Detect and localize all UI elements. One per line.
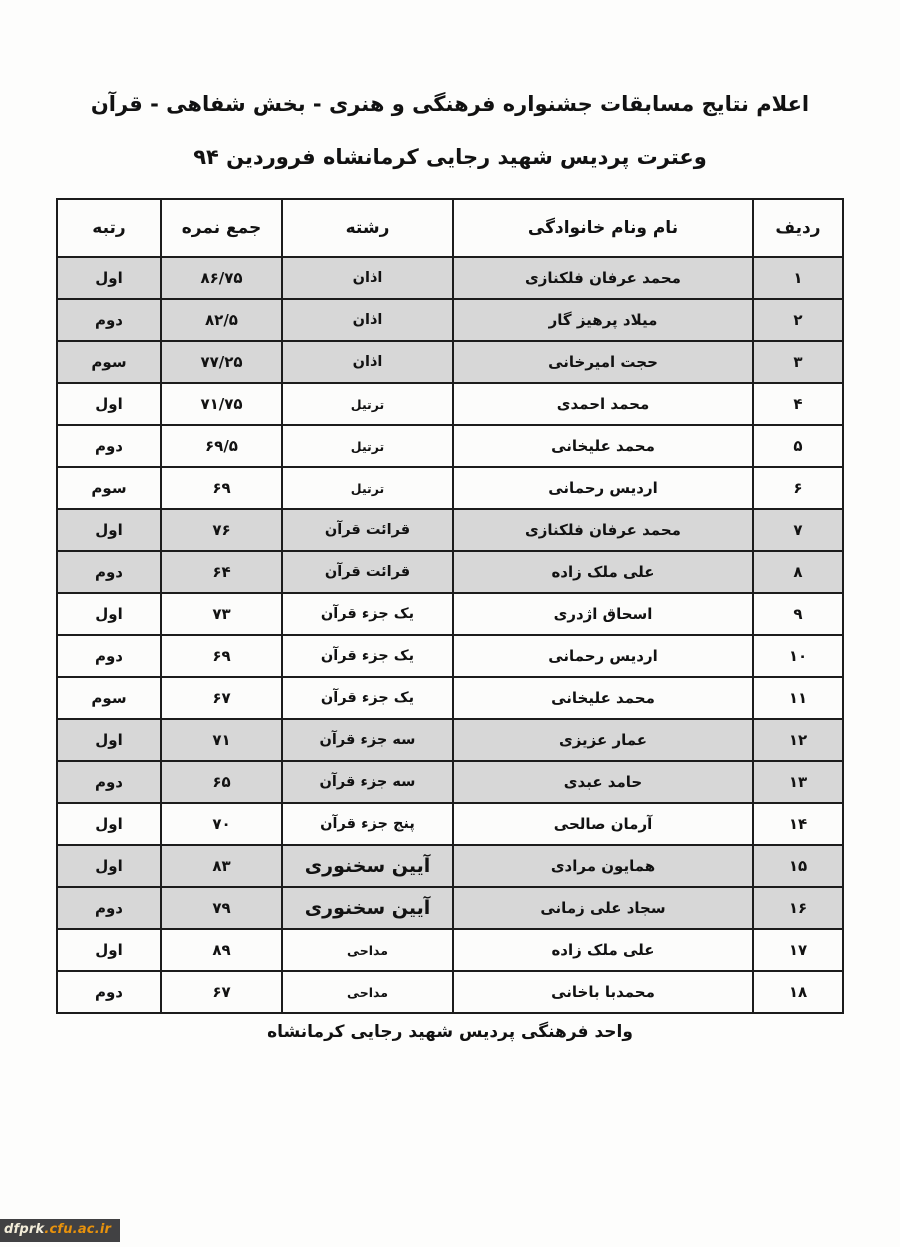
cell-total-score: ۸۹ xyxy=(161,929,282,971)
cell-total-score: ۶۹ xyxy=(161,635,282,677)
cell-row-number: ۱۶ xyxy=(753,887,843,929)
document-title-line2: وعترت پردیس شهید رجایی کرمانشاه فروردین ۹۴ xyxy=(193,145,707,170)
cell-discipline: اذان xyxy=(282,341,453,383)
cell-row-number: ۴ xyxy=(753,383,843,425)
cell-rank: اول xyxy=(57,929,161,971)
results-table xyxy=(56,198,844,1014)
table-row xyxy=(57,257,843,299)
cell-total-score: ۷۳ xyxy=(161,593,282,635)
cell-full-name: علی ملک زاده xyxy=(453,929,753,971)
table-row xyxy=(57,467,843,509)
cell-total-score: ۷۰ xyxy=(161,803,282,845)
cell-rank: دوم xyxy=(57,425,161,467)
cell-discipline: سه جزء قرآن xyxy=(282,719,453,761)
cell-rank: دوم xyxy=(57,299,161,341)
table-row xyxy=(57,635,843,677)
cell-rank: اول xyxy=(57,593,161,635)
cell-full-name: سجاد علی زمانی xyxy=(453,887,753,929)
cell-row-number: ۱۸ xyxy=(753,971,843,1013)
header-row-number: ردیف xyxy=(753,199,843,257)
table-row xyxy=(57,551,843,593)
cell-rank: سوم xyxy=(57,467,161,509)
cell-rank: سوم xyxy=(57,341,161,383)
cell-total-score: ۸۶/۷۵ xyxy=(161,257,282,299)
cell-row-number: ۱۴ xyxy=(753,803,843,845)
cell-total-score: ۶۴ xyxy=(161,551,282,593)
cell-discipline: یک جزء قرآن xyxy=(282,677,453,719)
cell-rank: دوم xyxy=(57,635,161,677)
cell-rank: اول xyxy=(57,803,161,845)
cell-full-name: محمد عرفان فلکنازی xyxy=(453,509,753,551)
table-row xyxy=(57,761,843,803)
table-row xyxy=(57,425,843,467)
cell-full-name: محمد عرفان فلکنازی xyxy=(453,257,753,299)
header-discipline: رشته xyxy=(282,199,453,257)
cell-total-score: ۶۷ xyxy=(161,971,282,1013)
table-row xyxy=(57,971,843,1013)
cell-discipline: ترتیل xyxy=(282,383,453,425)
cell-total-score: ۸۳ xyxy=(161,845,282,887)
cell-rank: دوم xyxy=(57,887,161,929)
cell-full-name: عمار عزیزی xyxy=(453,719,753,761)
table-row xyxy=(57,719,843,761)
table-row xyxy=(57,887,843,929)
cell-full-name: حجت امیرخانی xyxy=(453,341,753,383)
header-full-name: نام ونام خانوادگی xyxy=(453,199,753,257)
cell-discipline: قرائت قرآن xyxy=(282,509,453,551)
cell-total-score: ۷۷/۲۵ xyxy=(161,341,282,383)
cell-row-number: ۳ xyxy=(753,341,843,383)
cell-row-number: ۵ xyxy=(753,425,843,467)
cell-row-number: ۱۱ xyxy=(753,677,843,719)
site-watermark xyxy=(0,1219,120,1242)
header-rank: رتبه xyxy=(57,199,161,257)
cell-discipline: مداحی xyxy=(282,929,453,971)
cell-row-number: ۶ xyxy=(753,467,843,509)
cell-discipline: پنج جزء قرآن xyxy=(282,803,453,845)
cell-row-number: ۲ xyxy=(753,299,843,341)
cell-full-name: همایون مرادی xyxy=(453,845,753,887)
cell-row-number: ۱۲ xyxy=(753,719,843,761)
cell-rank: اول xyxy=(57,383,161,425)
cell-discipline: یک جزء قرآن xyxy=(282,593,453,635)
cell-discipline: ترتیل xyxy=(282,425,453,467)
cell-rank: اول xyxy=(57,845,161,887)
cell-full-name: آرمان صالحی xyxy=(453,803,753,845)
document-footer: واحد فرهنگی پردیس شهید رجایی کرمانشاه xyxy=(267,1022,633,1043)
cell-discipline: مداحی xyxy=(282,971,453,1013)
cell-row-number: ۱۰ xyxy=(753,635,843,677)
cell-total-score: ۷۶ xyxy=(161,509,282,551)
cell-total-score: ۶۷ xyxy=(161,677,282,719)
table-row xyxy=(57,383,843,425)
cell-full-name: محمد احمدی xyxy=(453,383,753,425)
cell-full-name: حامد عبدی xyxy=(453,761,753,803)
cell-discipline: آیین سخنوری xyxy=(282,845,453,887)
cell-full-name: اسحاق اژدری xyxy=(453,593,753,635)
cell-full-name: محمد علیخانی xyxy=(453,425,753,467)
cell-row-number: ۱۷ xyxy=(753,929,843,971)
cell-full-name: محمدبا باخانی xyxy=(453,971,753,1013)
cell-row-number: ۷ xyxy=(753,509,843,551)
watermark-site-name: dfprk xyxy=(4,1222,45,1238)
watermark-site-domain: .cfu.ac.ir xyxy=(44,1222,112,1238)
cell-total-score: ۸۲/۵ xyxy=(161,299,282,341)
cell-discipline: اذان xyxy=(282,299,453,341)
cell-row-number: ۸ xyxy=(753,551,843,593)
cell-total-score: ۶۹/۵ xyxy=(161,425,282,467)
table-row xyxy=(57,341,843,383)
cell-discipline: قرائت قرآن xyxy=(282,551,453,593)
cell-rank: دوم xyxy=(57,551,161,593)
cell-total-score: ۷۱ xyxy=(161,719,282,761)
cell-discipline: یک جزء قرآن xyxy=(282,635,453,677)
header-total-score: جمع نمره xyxy=(161,199,282,257)
cell-total-score: ۷۱/۷۵ xyxy=(161,383,282,425)
cell-total-score: ۷۹ xyxy=(161,887,282,929)
cell-rank: دوم xyxy=(57,761,161,803)
table-row xyxy=(57,509,843,551)
cell-full-name: میلاد پرهیز گار xyxy=(453,299,753,341)
cell-discipline: آیین سخنوری xyxy=(282,887,453,929)
cell-full-name: محمد علیخانی xyxy=(453,677,753,719)
table-row xyxy=(57,845,843,887)
cell-rank: اول xyxy=(57,257,161,299)
cell-full-name: اردیس رحمانی xyxy=(453,467,753,509)
table-header-row xyxy=(57,199,843,257)
table-row xyxy=(57,299,843,341)
document-title-line1: اعلام نتایج مسابقات جشنواره فرهنگی و هنری - بخش شفاهی - قرآن xyxy=(90,92,810,116)
cell-discipline: ترتیل xyxy=(282,467,453,509)
cell-discipline: اذان xyxy=(282,257,453,299)
cell-total-score: ۶۵ xyxy=(161,761,282,803)
cell-full-name: علی ملک زاده xyxy=(453,551,753,593)
table-row xyxy=(57,803,843,845)
cell-row-number: ۱۵ xyxy=(753,845,843,887)
cell-rank: اول xyxy=(57,509,161,551)
cell-rank: دوم xyxy=(57,971,161,1013)
cell-rank: سوم xyxy=(57,677,161,719)
table-row xyxy=(57,593,843,635)
table-row xyxy=(57,677,843,719)
cell-full-name: اردیس رحمانی xyxy=(453,635,753,677)
cell-row-number: ۹ xyxy=(753,593,843,635)
cell-total-score: ۶۹ xyxy=(161,467,282,509)
cell-discipline: سه جزء قرآن xyxy=(282,761,453,803)
cell-row-number: ۱۳ xyxy=(753,761,843,803)
table-row xyxy=(57,929,843,971)
cell-rank: اول xyxy=(57,719,161,761)
cell-row-number: ۱ xyxy=(753,257,843,299)
